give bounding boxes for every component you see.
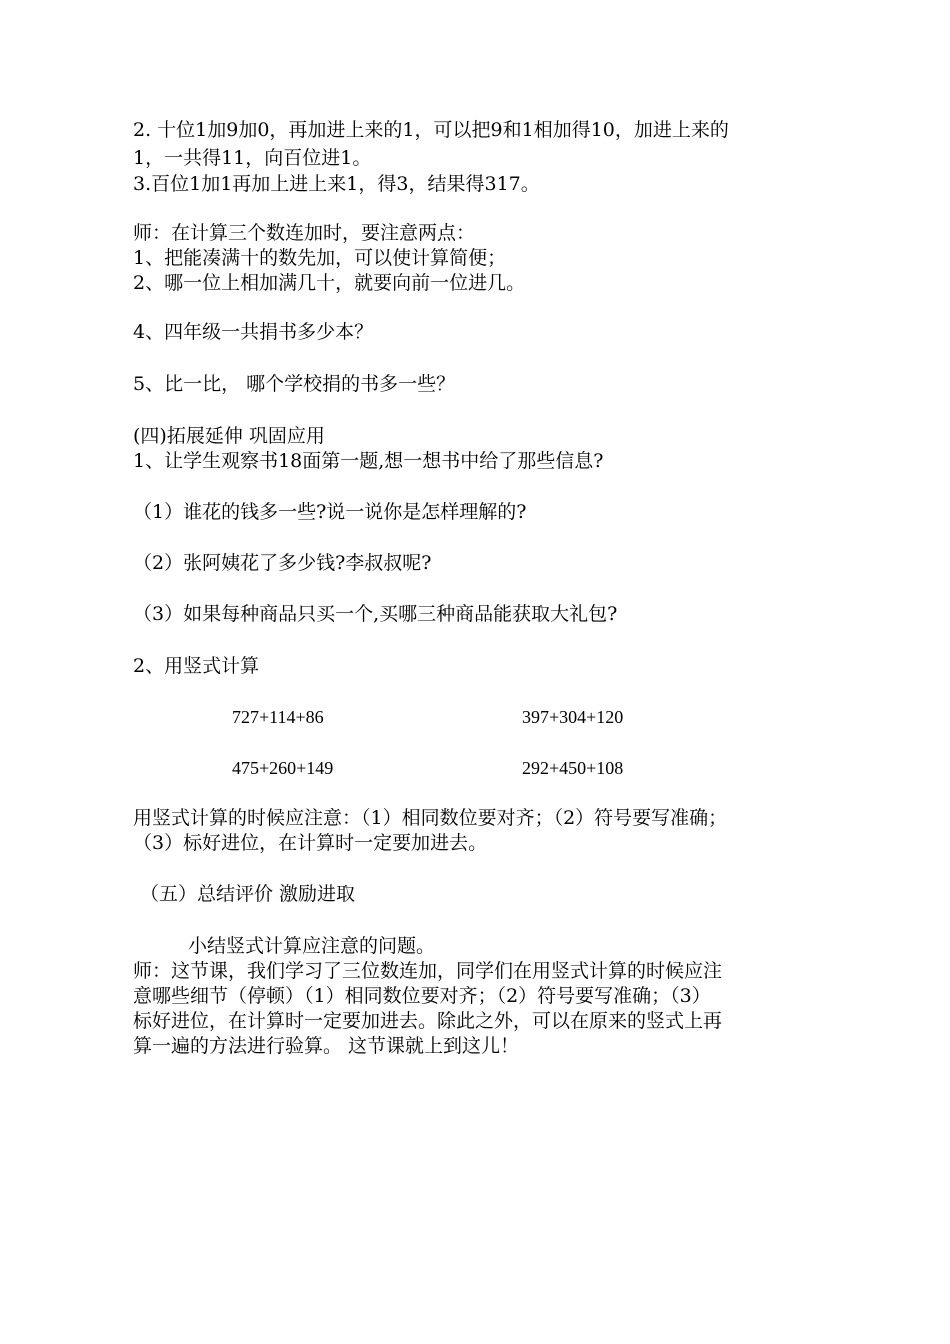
text-line: （3）如果每种商品只买一个,买哪三种商品能获取大礼包? — [133, 603, 618, 625]
exercise-expression: 727+114+86 — [232, 707, 324, 727]
exercise-expression: 292+450+108 — [522, 758, 624, 778]
text-line: 小结竖式计算应注意的问题。 — [188, 935, 436, 957]
text-line: 1，一共得11，向百位进1。 — [133, 147, 372, 169]
text-line: 5、比一比， 哪个学校捐的书多一些？ — [133, 373, 456, 395]
text-line: 1、把能凑满十的数先加，可以使计算简便； — [133, 247, 507, 269]
text-line: 3.百位1加1再加上进上来1，得3，结果得317。 — [133, 173, 540, 195]
text-line: 1、让学生观察书18面第一题,想一想书中给了那些信息? — [133, 450, 604, 472]
section-heading: （五）总结评价 激励进取 — [140, 883, 356, 905]
text-line: 4、四年级一共捐书多少本？ — [133, 321, 374, 343]
exercise-expression: 397+304+120 — [522, 707, 624, 727]
text-line: 师：这节课，我们学习了三位数连加，同学们在用竖式计算的时候应注 — [133, 960, 723, 982]
text-line: 师：在计算三个数连加时，要注意两点： — [133, 222, 476, 244]
text-line: 算一遍的方法进行验算。 这节课就上到这儿！ — [133, 1035, 520, 1057]
section-heading: (四)拓展延伸 巩固应用 — [133, 425, 325, 447]
text-line: （3）标好进位，在计算时一定要加进去。 — [133, 832, 488, 854]
text-line: 2、哪一位上相加满几十，就要向前一位进几。 — [133, 272, 526, 294]
text-line: （1）谁花的钱多一些?说一说你是怎样理解的? — [133, 501, 527, 523]
text-line: 2. 十位1加9加0，再加进上来的1，可以把9和1相加得10，加进上来的 — [133, 119, 729, 141]
text-line: 标好进位，在计算时一定要加进去。除此之外，可以在原来的竖式上再 — [133, 1010, 723, 1032]
text-line: 用竖式计算的时候应注意：（1）相同数位要对齐；（2）符号要写准确； — [133, 807, 728, 829]
exercise-expression: 475+260+149 — [232, 758, 334, 778]
text-line: 2、用竖式计算 — [133, 655, 260, 677]
text-line: 意哪些细节（停顿）（1）相同数位要对齐；（2）符号要写准确；（3） — [133, 985, 711, 1007]
text-line: （2）张阿姨花了多少钱?李叔叔呢? — [133, 552, 432, 574]
